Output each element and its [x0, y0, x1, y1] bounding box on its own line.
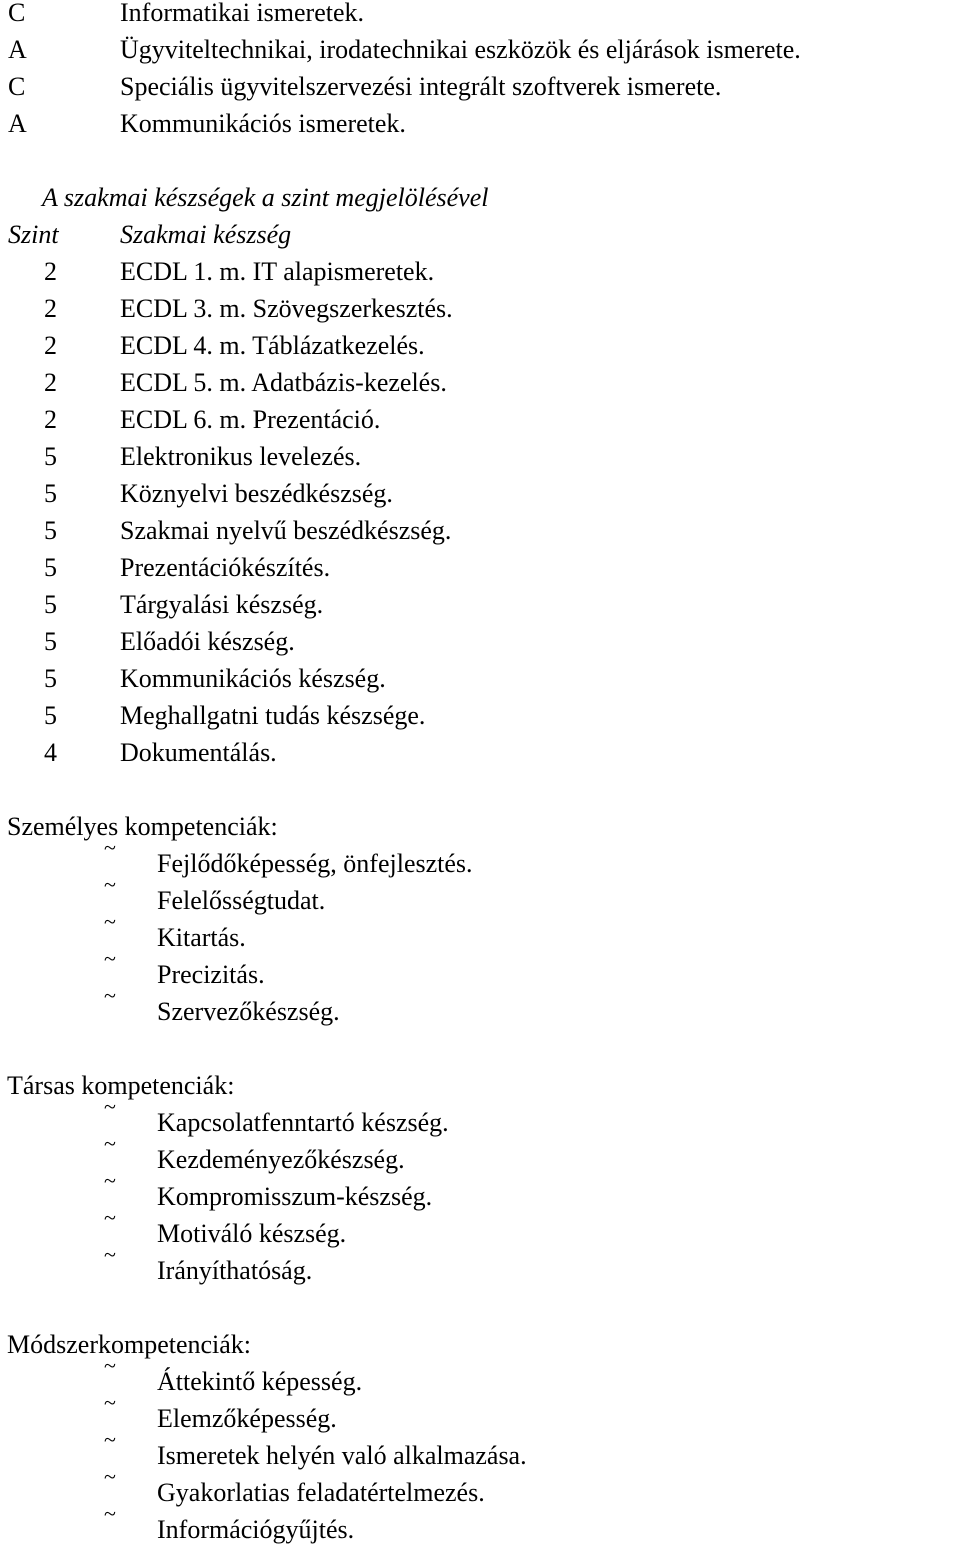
personal-competencies: [0, 808, 960, 1030]
skills-section-title: A szakmai készségek a szint megjelölésével: [42, 183, 489, 212]
tilde-bullet-icon: ~: [104, 1353, 116, 1378]
tilde-bullet-icon: ~: [104, 983, 116, 1008]
knowledge-row: [0, 0, 960, 31]
method-item-text: Információgyűjtés.: [157, 1515, 355, 1544]
skill-text: Meghallgatni tudás készsége.: [120, 701, 426, 730]
knowledge-row: [0, 105, 960, 142]
skill-level: 4: [44, 738, 57, 767]
skill-text: ECDL 5. m. Adatbázis-kezelés.: [120, 368, 447, 397]
social-competencies: [0, 1067, 960, 1289]
method-section-title: Módszerkompetenciák:: [7, 1330, 252, 1359]
method-item-text: Ismeretek helyén való alkalmazása.: [157, 1441, 527, 1470]
spacer: [0, 771, 960, 808]
skill-row: [0, 734, 960, 771]
skill-row: [0, 327, 960, 364]
skill-level: 5: [44, 627, 57, 656]
method-item: [0, 1464, 960, 1511]
method-item: [0, 1427, 960, 1474]
personal-item: [0, 983, 960, 1030]
knowledge-list: [0, 0, 960, 142]
personal-title-row: [0, 808, 960, 845]
spacer: [0, 1289, 960, 1326]
skill-row: [0, 290, 960, 327]
tilde-bullet-icon: ~: [104, 1131, 116, 1156]
tilde-bullet-icon: ~: [104, 1168, 116, 1193]
skill-level: 2: [44, 405, 57, 434]
skill-row: [0, 512, 960, 549]
knowledge-text: Kommunikációs ismeretek.: [120, 109, 406, 138]
skill-row: [0, 438, 960, 475]
skills-section: [0, 179, 960, 771]
method-item: [0, 1501, 960, 1548]
spacer: [0, 142, 960, 179]
skill-level: 2: [44, 331, 57, 360]
method-item-text: Elemzőképesség.: [157, 1404, 337, 1433]
social-section-title: Társas kompetenciák:: [7, 1071, 235, 1100]
skill-row: [0, 364, 960, 401]
social-item-text: Kompromisszum-készség.: [157, 1182, 433, 1211]
knowledge-level: C: [8, 0, 26, 27]
tilde-bullet-icon: ~: [104, 946, 116, 971]
skill-row: [0, 549, 960, 586]
method-item-text: Gyakorlatias feladatértelmezés.: [157, 1478, 485, 1507]
skill-text: Szakmai nyelvű beszédkészség.: [120, 516, 452, 545]
skill-row: [0, 697, 960, 734]
social-item-text: Kezdeményezőkészség.: [157, 1145, 405, 1174]
skill-text: ECDL 6. m. Prezentáció.: [120, 405, 381, 434]
tilde-bullet-icon: ~: [104, 1390, 116, 1415]
method-competencies: [0, 1326, 960, 1548]
social-title-row: [0, 1067, 960, 1104]
spacer: [0, 1030, 960, 1067]
method-item: [0, 1353, 960, 1400]
skill-level: 2: [44, 257, 57, 286]
skill-level: 5: [44, 442, 57, 471]
social-item-text: Kapcsolatfenntartó készség.: [157, 1108, 449, 1137]
skill-row: [0, 401, 960, 438]
skill-text: ECDL 4. m. Táblázatkezelés.: [120, 331, 425, 360]
skills-title-row: [0, 179, 960, 216]
skill-row: [0, 623, 960, 660]
skill-row: [0, 586, 960, 623]
personal-item-text: Szervezőkészség.: [157, 997, 340, 1026]
skills-header-skill: Szakmai készség: [120, 220, 292, 249]
social-item: [0, 1205, 960, 1252]
social-item: [0, 1242, 960, 1289]
skill-level: 5: [44, 590, 57, 619]
skill-level: 5: [44, 553, 57, 582]
social-item-text: Irányíthatóság.: [157, 1256, 313, 1285]
tilde-bullet-icon: ~: [104, 1242, 116, 1267]
method-title-row: [0, 1326, 960, 1363]
knowledge-row: [0, 68, 960, 105]
knowledge-level: C: [8, 72, 26, 101]
tilde-bullet-icon: ~: [104, 1094, 116, 1119]
skill-level: 5: [44, 479, 57, 508]
skill-row: [0, 253, 960, 290]
skill-text: Előadói készség.: [120, 627, 295, 656]
personal-item-text: Felelősségtudat.: [157, 886, 326, 915]
skill-level: 2: [44, 368, 57, 397]
skill-text: Dokumentálás.: [120, 738, 277, 767]
skill-level: 5: [44, 701, 57, 730]
skill-level: 2: [44, 294, 57, 323]
skill-text: Kommunikációs készség.: [120, 664, 386, 693]
skill-text: Prezentációkészítés.: [120, 553, 331, 582]
social-item-text: Motiváló készség.: [157, 1219, 347, 1248]
social-item: [0, 1131, 960, 1178]
tilde-bullet-icon: ~: [104, 1427, 116, 1452]
skills-header-level: Szint: [8, 220, 59, 249]
tilde-bullet-icon: ~: [104, 909, 116, 934]
method-item-text: Áttekintő képesség.: [157, 1367, 363, 1396]
knowledge-text: Informatikai ismeretek.: [120, 0, 365, 27]
personal-item: [0, 872, 960, 919]
skill-level: 5: [44, 516, 57, 545]
knowledge-text: Speciális ügyvitelszervezési integrált szoftverek ismerete.: [120, 72, 722, 101]
personal-item-text: Fejlődőképesség, önfejlesztés.: [157, 849, 473, 878]
tilde-bullet-icon: ~: [104, 835, 116, 860]
skill-row: [0, 660, 960, 697]
personal-item-text: Kitartás.: [157, 923, 246, 952]
knowledge-text: Ügyviteltechnikai, irodatechnikai eszközök és eljárások ismerete.: [120, 35, 801, 64]
skills-header-row: [0, 216, 960, 253]
skill-level: 5: [44, 664, 57, 693]
tilde-bullet-icon: ~: [104, 1205, 116, 1230]
tilde-bullet-icon: ~: [104, 1464, 116, 1489]
skill-text: Tárgyalási készség.: [120, 590, 324, 619]
knowledge-row: [0, 31, 960, 68]
tilde-bullet-icon: ~: [104, 1501, 116, 1526]
skill-text: ECDL 1. m. IT alapismeretek.: [120, 257, 435, 286]
knowledge-level: A: [8, 35, 27, 64]
skill-text: ECDL 3. m. Szövegszerkesztés.: [120, 294, 453, 323]
skill-row: [0, 475, 960, 512]
skill-text: Köznyelvi beszédkészség.: [120, 479, 393, 508]
personal-item-text: Precizitás.: [157, 960, 265, 989]
personal-item: [0, 909, 960, 956]
social-item: [0, 1168, 960, 1215]
personal-item: [0, 835, 960, 882]
social-item: [0, 1094, 960, 1141]
skill-text: Elektronikus levelezés.: [120, 442, 362, 471]
method-item: [0, 1390, 960, 1437]
personal-section-title: Személyes kompetenciák:: [7, 812, 278, 841]
tilde-bullet-icon: ~: [104, 872, 116, 897]
knowledge-level: A: [8, 109, 27, 138]
personal-item: [0, 946, 960, 993]
